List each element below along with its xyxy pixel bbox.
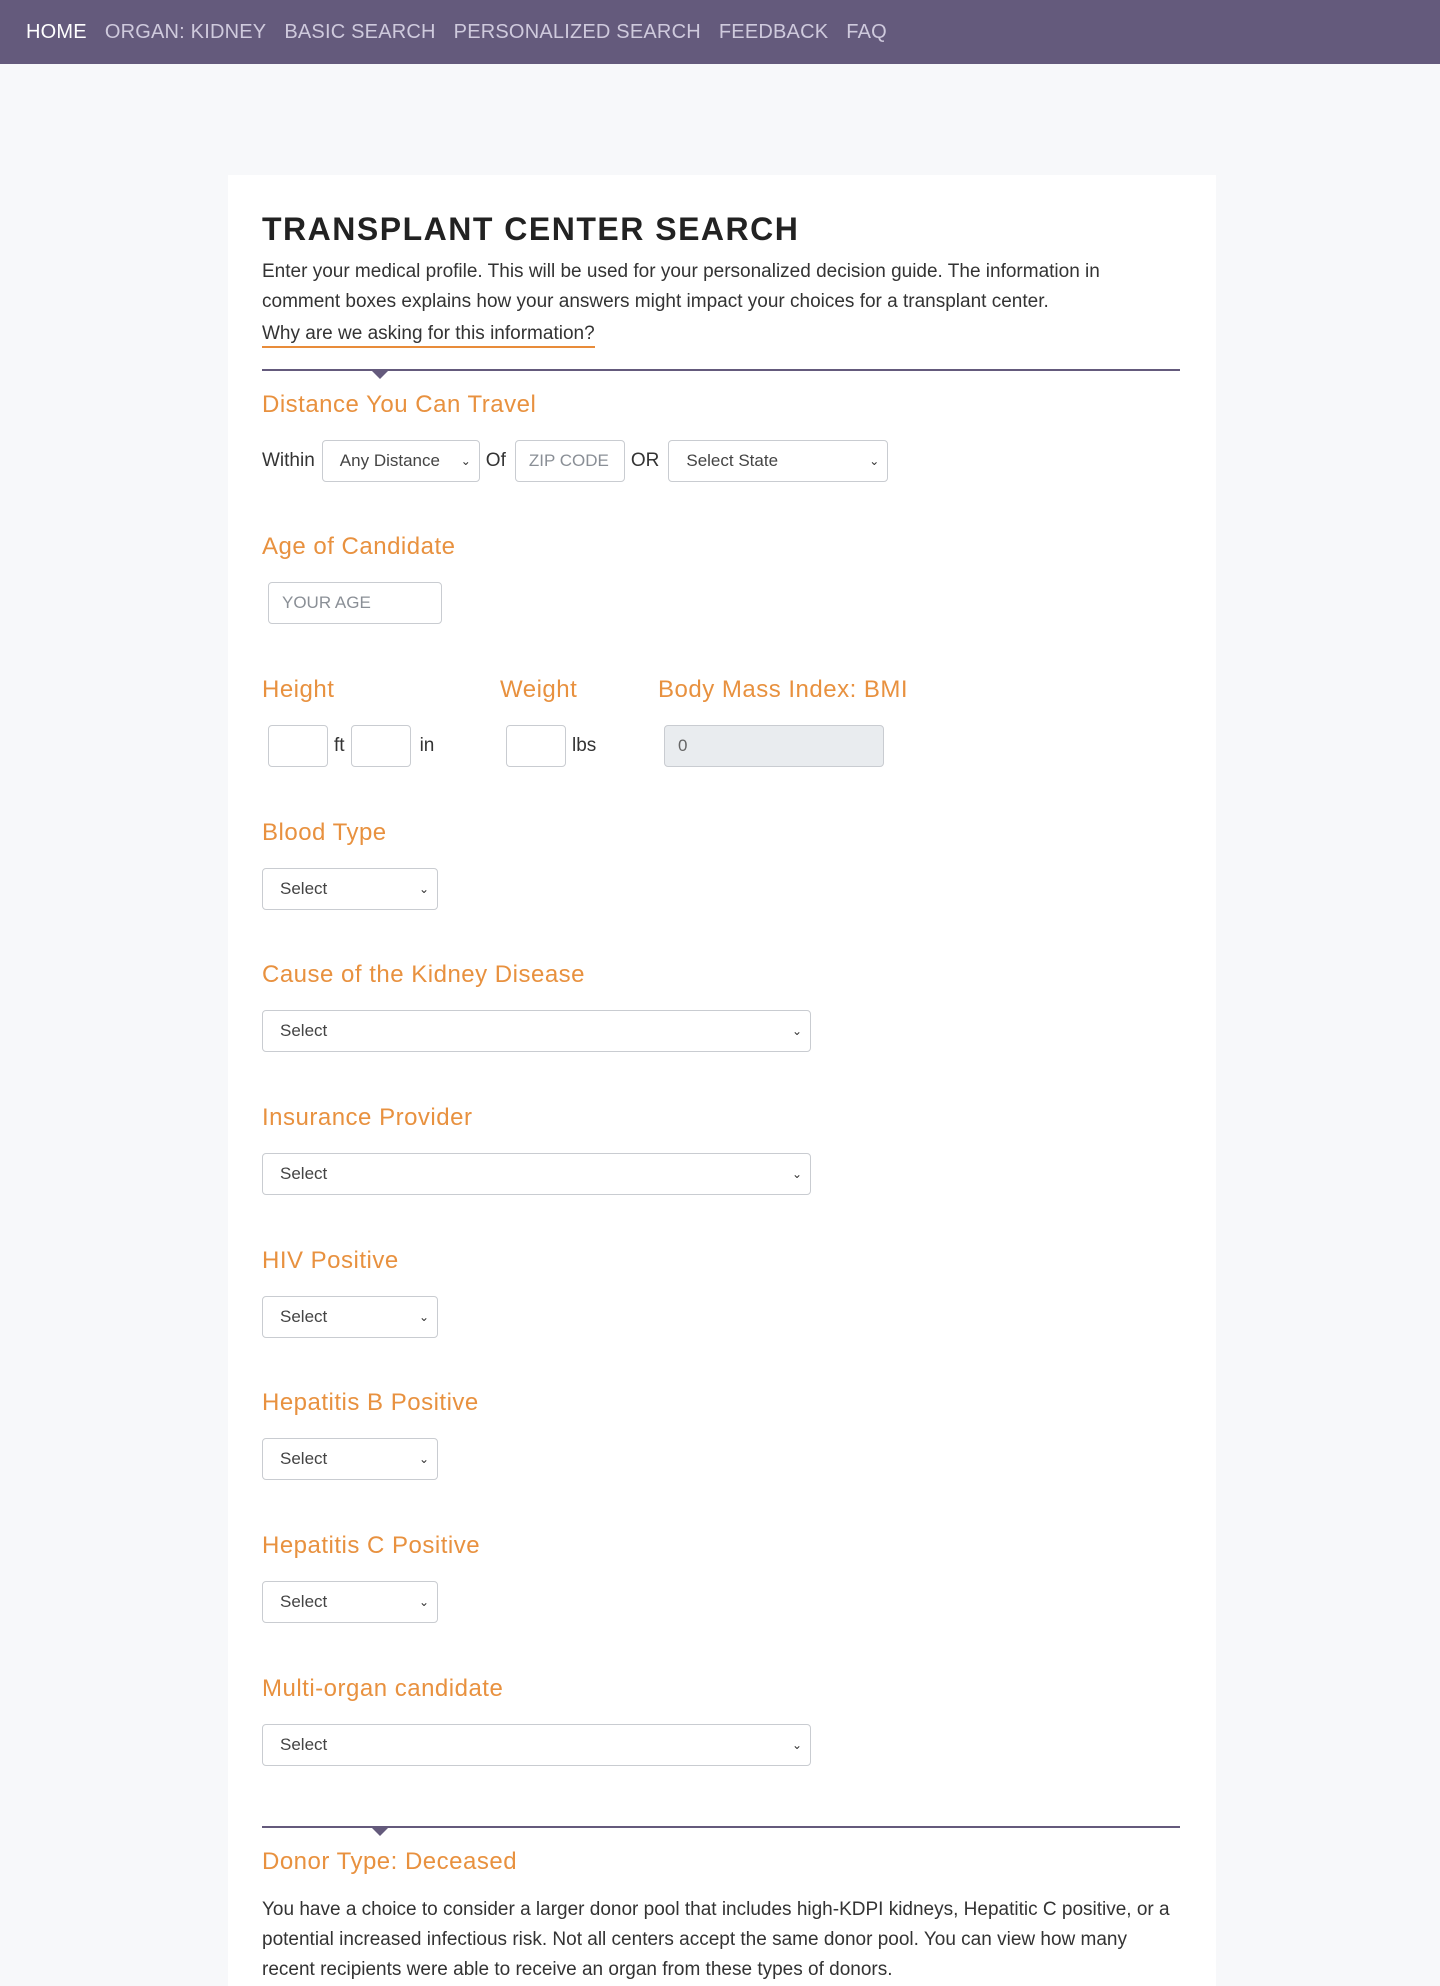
nav-organ-kidney[interactable]: ORGAN: KIDNEY	[104, 20, 267, 43]
distance-row	[262, 440, 888, 482]
chevron-down-icon: ⌄	[869, 454, 880, 468]
in-unit: in	[419, 735, 435, 756]
hiv-value: Select	[280, 1307, 328, 1326]
blood-type-label: Blood Type	[262, 819, 387, 846]
height-row	[268, 725, 440, 767]
search-form-card	[228, 175, 1216, 1986]
why-asking-link[interactable]: Why are we asking for this information?	[262, 323, 595, 348]
hiv-label: HIV Positive	[262, 1247, 399, 1274]
ft-unit: ft	[334, 735, 345, 756]
nav-home[interactable]: HOME	[26, 20, 87, 43]
nav-faq[interactable]: FAQ	[846, 20, 887, 43]
of-label: Of	[485, 450, 506, 471]
insurance-value: Select	[280, 1164, 328, 1183]
state-select-value: Select State	[686, 451, 779, 470]
zip-code-input[interactable]	[515, 440, 625, 482]
distance-select[interactable]	[322, 440, 480, 482]
nav-feedback[interactable]: FEEDBACK	[718, 20, 829, 43]
cause-value: Select	[280, 1021, 328, 1040]
hepatitis-c-value: Select	[280, 1592, 328, 1611]
within-label: Within	[262, 450, 315, 471]
hepatitis-c-select[interactable]	[262, 1581, 438, 1623]
weight-input[interactable]	[506, 725, 566, 767]
cause-label: Cause of the Kidney Disease	[262, 961, 586, 988]
hepatitis-c-label: Hepatitis C Positive	[262, 1532, 481, 1559]
page-title: TRANSPLANT CENTER SEARCH	[262, 211, 800, 247]
divider-caret	[370, 1826, 390, 1836]
age-input[interactable]	[268, 582, 442, 624]
cause-select[interactable]	[262, 1010, 811, 1052]
chevron-down-icon: ⌄	[791, 1167, 802, 1181]
hiv-select[interactable]	[262, 1296, 438, 1338]
distance-label: Distance You Can Travel	[262, 391, 537, 418]
bmi-output	[664, 725, 884, 767]
multi-organ-select[interactable]	[262, 1724, 811, 1766]
weight-label: Weight	[500, 676, 578, 703]
hepatitis-b-value: Select	[280, 1449, 328, 1468]
blood-type-select[interactable]	[262, 868, 438, 910]
blood-type-value: Select	[280, 879, 328, 898]
insurance-label: Insurance Provider	[262, 1104, 473, 1131]
top-navbar	[0, 0, 1440, 64]
chevron-down-icon: ⌄	[791, 1024, 802, 1038]
nav-basic-search[interactable]: BASIC SEARCH	[284, 20, 436, 43]
chevron-down-icon: ⌄	[460, 454, 471, 468]
multi-organ-value: Select	[280, 1735, 328, 1754]
section-divider	[262, 1826, 1180, 1828]
multi-organ-label: Multi-organ candidate	[262, 1675, 504, 1702]
hepatitis-b-label: Hepatitis B Positive	[262, 1389, 479, 1416]
or-label: OR	[630, 450, 660, 471]
distance-select-value: Any Distance	[339, 451, 440, 470]
chevron-down-icon: ⌄	[418, 1595, 429, 1609]
height-label: Height	[262, 676, 335, 703]
age-label: Age of Candidate	[262, 533, 456, 560]
donor-type-label: Donor Type: Deceased	[262, 1848, 518, 1875]
chevron-down-icon: ⌄	[418, 1310, 429, 1324]
height-ft-input[interactable]	[268, 725, 328, 767]
height-in-input[interactable]	[351, 725, 411, 767]
section-divider	[262, 369, 1180, 371]
insurance-select[interactable]	[262, 1153, 811, 1195]
intro-text: Enter your medical profile. This will be used for your personalized decision guide. The information in comment boxes explains how your answers might impact your choices for a transplant center.	[262, 261, 1100, 312]
chevron-down-icon: ⌄	[418, 1452, 429, 1466]
hepatitis-b-select[interactable]	[262, 1438, 438, 1480]
lbs-unit: lbs	[572, 735, 597, 756]
chevron-down-icon: ⌄	[418, 882, 429, 896]
donor-type-description: You have a choice to consider a larger donor pool that includes high-KDPI kidneys, Hepatitic C positive, or a potential increased infectious risk. Not all centers accept the same donor pool. You can view how many recent recipients were able to receive an organ from these types of donors.	[262, 1899, 1170, 1980]
divider-caret	[370, 369, 390, 379]
weight-row	[506, 725, 602, 767]
state-select[interactable]	[668, 440, 888, 482]
bmi-label: Body Mass Index: BMI	[658, 676, 909, 703]
nav-personalized-search[interactable]: PERSONALIZED SEARCH	[453, 20, 701, 43]
chevron-down-icon: ⌄	[791, 1738, 802, 1752]
